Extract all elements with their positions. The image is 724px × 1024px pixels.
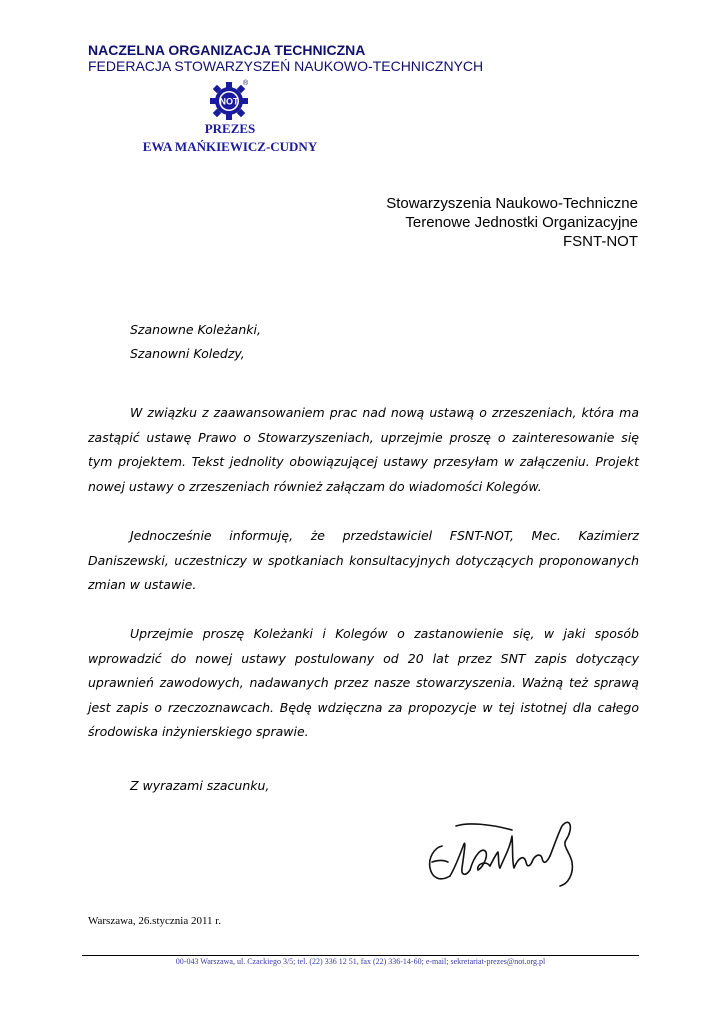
registered-mark: ®	[243, 80, 249, 87]
handwritten-signature	[420, 806, 580, 896]
paragraph-text: Uprzejmie proszę Koleżanki i Kolegów o zastanowienie się, w jaki sposób wprowadzić do nowej ustawy postulowany od 20 lat przez SNT zapis dotyczący uprawnień zawodowych, nadawanych przez nasze stowarzyszenia. Ważną też sprawą jest zapis o rzeczoznawcach. Będę wdzięczna za propozycje w tej istotnej dla całego środowiska inżynierskiego sprawie.	[88, 626, 639, 739]
greeting	[130, 318, 261, 366]
greeting-line: Szanowni Koledzy,	[130, 346, 245, 361]
body-paragraph-1	[88, 401, 639, 499]
president-name: EWA MAŃKIEWICZ-CUDNY	[142, 139, 318, 154]
president-title: PREZES	[204, 121, 256, 136]
logo-text: NOT	[219, 96, 239, 107]
body-paragraph-3	[88, 622, 639, 745]
recipient-line: Stowarzyszenia Naukowo-Techniczne	[386, 195, 638, 212]
federation-name: FEDERACJA STOWARZYSZEŃ NAUKOWO-TECHNICZNYCH	[88, 58, 484, 74]
paragraph-text: Jednocześnie informuję, że przedstawiciel FSNT-NOT, Mec. Kazimierz Daniszewski, uczestniczy w spotkaniach konsultacyjnych dotyczących proponowanych zmian w ustawie.	[88, 528, 639, 592]
organization-name: NACZELNA ORGANIZACJA TECHNICZNA	[88, 42, 366, 58]
paragraph-text: W związku z zaawansowaniem prac nad nową ustawą o zrzeszeniach, która ma zastąpić ustawę Prawo o Stowarzyszeniach, uprzejmie proszę o zainteresowanie się tym projektem. Tekst jednolity obowiązującej ustawy przesyłam w załączeniu. Projekt nowej ustawy o zrzeszeniach również załączam do wiadomości Kolegów.	[88, 405, 639, 494]
not-gear-logo-icon	[209, 82, 249, 120]
body-paragraph-2	[88, 524, 639, 598]
footer-contact: 00-043 Warszawa, ul. Czackiego 3/5; tel. (22) 336 12 51, fax (22) 336-14-60; e-mail; sekretariat-prezes@not.org.pl	[175, 957, 546, 966]
closing-salutation: Z wyrazami szacunku,	[130, 778, 270, 793]
recipient-line: FSNT-NOT	[563, 233, 638, 250]
greeting-line: Szanowne Koleżanki,	[130, 322, 261, 337]
recipient-block	[386, 194, 638, 251]
letterhead	[88, 42, 548, 74]
date-place: Warszawa, 26.stycznia 2011 r.	[88, 915, 222, 927]
recipient-line: Terenowe Jednostki Organizacyjne	[405, 214, 638, 231]
